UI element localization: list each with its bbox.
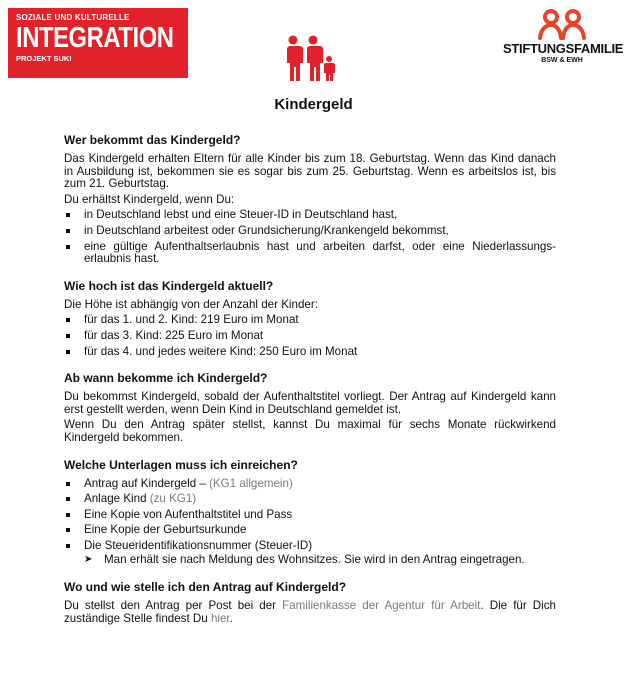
list-item-text: Eine Kopie der Geburtsurkunde xyxy=(84,523,247,537)
bullet-icon xyxy=(66,544,70,548)
list-item-text: in Deutschland lebst und eine Steuer-ID in Deutschland hast, xyxy=(84,208,398,222)
paragraph-text: . Die für Dich zuständige Stelle findest Du xyxy=(64,599,556,625)
paragraph-text: Du stellst den Antrag per Post bei der xyxy=(64,599,283,613)
sub-list-item-text: Man erhält sie nach Meldung des Wohnsitzes. Sie wird in den Antrag eingetragen. xyxy=(104,553,525,567)
family-icon xyxy=(282,35,338,81)
section-wie-hoch xyxy=(64,280,556,358)
logo-right-line-2: BSW & EWH xyxy=(541,57,583,64)
section-unterlagen xyxy=(64,459,556,568)
people-logo-icon xyxy=(537,8,587,40)
list-item xyxy=(64,524,556,537)
list-item-text: Die Steueridentifikationsnummer (Steuer-ID) xyxy=(84,538,313,552)
list-item-text: für das 1. und 2. Kind: 219 Euro im Monat xyxy=(84,313,299,327)
list-item xyxy=(64,509,556,522)
paragraph: Du erhältst Kindergeld, wenn Du: xyxy=(64,192,235,206)
section-wo-und-wie xyxy=(64,581,556,625)
list-item-text: Anlage Kind xyxy=(84,492,150,506)
document-content xyxy=(64,134,556,639)
logo-line-1: SOZIALE UND KULTURELLE xyxy=(16,13,130,22)
list-item-text: Eine Kopie von Aufenthaltstitel und Pass xyxy=(84,507,293,521)
logo-right-line-1: STIFTUNGSFAMILIE xyxy=(503,41,624,56)
section-heading: Ab wann bekomme ich Kindergeld? xyxy=(64,371,268,386)
stiftungsfamilie-logo xyxy=(503,8,624,78)
bullet-icon xyxy=(66,318,70,322)
paragraph: Du bekommst Kindergeld, sobald der Aufenthaltstitel vorliegt. Der Antrag auf Kindergeld kann erst gestellt werden, wenn Dein Kind in Deutschland gemeldet ist. xyxy=(64,390,556,416)
kg1-link[interactable]: (KG1 allgemein) xyxy=(209,476,293,490)
anlage-kind-link[interactable]: (zu KG1) xyxy=(149,492,197,506)
list-item-text: in Deutschland arbeitest oder Grundsicherung/Krankengeld bekommst, xyxy=(84,223,449,237)
list-item xyxy=(64,314,556,327)
section-ab-wann xyxy=(64,372,556,444)
list-item xyxy=(64,346,556,359)
list-item-text: eine gültige Aufenthaltserlaubnis hast und arbeiten darfst, oder eine Niederlassungs-erlaubnis hast. xyxy=(84,239,556,266)
bullet-icon xyxy=(66,334,70,338)
bullet-list xyxy=(64,209,556,265)
bullet-list xyxy=(64,314,556,358)
paragraph: Die Höhe ist abhängig von der Anzahl der Kinder: xyxy=(64,297,318,311)
section-heading: Wer bekommt das Kindergeld? xyxy=(64,133,241,147)
bullet-icon xyxy=(66,350,70,354)
bullet-icon xyxy=(66,245,70,249)
bullet-list xyxy=(64,478,556,568)
bullet-icon xyxy=(66,482,70,486)
paragraph-text: . xyxy=(229,611,233,625)
bullet-icon xyxy=(66,528,70,532)
arrow-right-icon: ➤ xyxy=(84,554,93,566)
paragraph: Das Kindergeld erhalten Eltern für alle Kinder bis zum 18. Geburtstag. Wenn das Kind danach in Ausbildung ist, bekommen sie es sogar bis zum 25. Geburtstag. Wenn es arbeitslos ist, bis zum 21. Geburtstag. xyxy=(64,152,556,191)
list-item xyxy=(64,478,556,491)
familienkasse-link[interactable]: Familienkasse der Agentur für Arbeit xyxy=(282,599,481,613)
section-heading: Wo und wie stelle ich den Antrag auf Kindergeld? xyxy=(64,580,347,595)
logo-line-3: PROJEKT SUKI xyxy=(16,54,72,63)
section-wer-bekommt xyxy=(64,134,556,266)
sub-list xyxy=(84,554,556,567)
sub-list-item xyxy=(84,554,556,567)
logo-line-2: INTEGRATION xyxy=(16,22,174,54)
paragraph: Wenn Du den Antrag später stellst, kannst Du maximal für sechs Monate rückwirkend Kindergeld bekommen. xyxy=(64,418,556,444)
bullet-icon xyxy=(66,229,70,233)
paragraph xyxy=(64,600,556,625)
list-item xyxy=(64,493,556,506)
bullet-icon xyxy=(66,497,70,501)
list-item xyxy=(64,540,556,567)
list-item xyxy=(64,330,556,343)
bullet-icon xyxy=(66,513,70,517)
list-item-text: für das 4. und jedes weitere Kind: 250 Euro im Monat xyxy=(84,344,358,358)
list-item-text: für das 3. Kind: 225 Euro im Monat xyxy=(84,328,264,342)
list-item xyxy=(64,225,556,238)
suki-integration-logo xyxy=(8,8,188,78)
list-item xyxy=(64,241,556,266)
list-item-text: Antrag auf Kindergeld – xyxy=(84,476,210,490)
list-item xyxy=(64,209,556,222)
section-heading: Wie hoch ist das Kindergeld aktuell? xyxy=(64,278,274,293)
section-heading: Welche Unterlagen muss ich einreichen? xyxy=(64,457,298,472)
page-title: Kindergeld xyxy=(274,96,353,113)
bullet-icon xyxy=(66,213,70,217)
hier-link[interactable]: hier xyxy=(210,611,230,625)
